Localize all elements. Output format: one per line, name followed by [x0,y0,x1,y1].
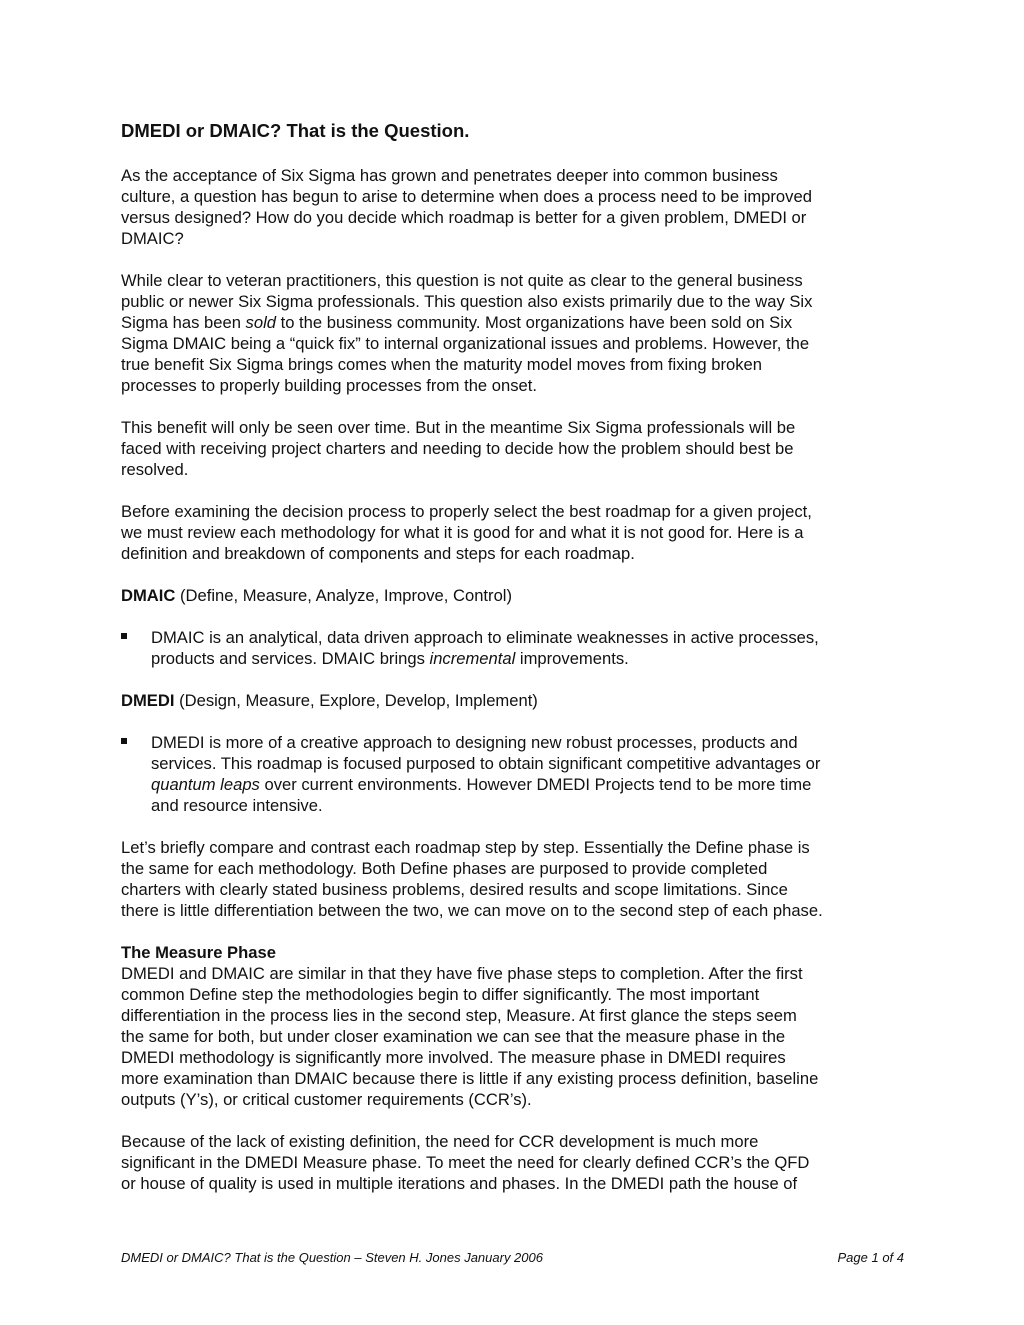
text-line [121,312,921,333]
emphasis-quantum-leaps: quantum leaps [151,775,260,794]
dmaic-bullet-list [121,627,921,669]
ccr-paragraph [121,1131,921,1194]
page-content [121,118,921,1215]
intro-paragraph [121,165,921,249]
text-line [151,774,921,795]
text-line: faced with receiving project charters and needing to decide how the problem should best be [121,439,794,458]
text-run: over current environments. However DMEDI Projects tend to be more time [259,775,812,794]
list-item [121,627,921,669]
text-run: improvements. [515,649,629,668]
text-line: definition and breakdown of components and steps for each roadmap. [121,544,635,563]
text-line: and resource intensive. [151,796,323,815]
text-line: This benefit will only be seen over time. But in the meantime Six Sigma professionals will be [121,418,796,437]
text-line: resolved. [121,460,189,479]
dmaic-expansion: (Define, Measure, Analyze, Improve, Control) [175,586,513,605]
dmedi-expansion: (Design, Measure, Explore, Develop, Implement) [174,691,538,710]
dmedi-term: DMEDI [121,691,175,710]
practitioners-paragraph [121,270,921,396]
dmaic-definition-heading [121,585,921,606]
text-line: charters with clearly stated business problems, desired results and scope limitations. Since [121,880,788,899]
dmedi-definition-heading [121,690,921,711]
list-item [121,732,921,816]
text-line [151,648,921,669]
measure-phase-section [121,942,921,1110]
text-line: Sigma DMAIC being a “quick fix” to internal organizational issues and problems. However, the [121,334,810,353]
benefit-paragraph [121,417,921,480]
text-line: While clear to veteran practitioners, this question is not quite as clear to the general business [121,271,803,290]
text-line: DMEDI is more of a creative approach to designing new robust processes, products and [151,733,798,752]
text-run: products and services. DMAIC brings [151,649,430,668]
text-line: outputs (Y’s), or critical customer requirements (CCR’s). [121,1090,532,1109]
compare-paragraph [121,837,921,921]
text-line: DMEDI and DMAIC are similar in that they have five phase steps to completion. After the first [121,964,803,983]
dmedi-bullet-list [121,732,921,816]
text-line: Because of the lack of existing definition, the need for CCR development is much more [121,1132,759,1151]
text-line: DMAIC? [121,229,184,248]
text-line: significant in the DMEDI Measure phase. To meet the need for clearly defined CCR’s the QFD [121,1153,810,1172]
text-line: services. This roadmap is focused purposed to obtain significant competitive advantages or [151,754,821,773]
text-run: Sigma has been [121,313,246,332]
page-footer [121,1249,904,1267]
document-title: DMEDI or DMAIC? That is the Question. [121,120,470,141]
text-line: DMAIC is an analytical, data driven approach to eliminate weaknesses in active processes, [151,628,819,647]
text-line: differentiation in the process lies in the second step, Measure. At first glance the steps seem [121,1006,797,1025]
text-run: to the business community. Most organizations have been sold on Six [276,313,793,332]
text-line: Before examining the decision process to properly select the best roadmap for a given project, [121,502,812,521]
examining-paragraph [121,501,921,564]
footer-page-number: Page 1 of 4 [837,1250,904,1265]
emphasis-incremental: incremental [429,649,516,668]
text-line: common Define step the methodologies begin to differ significantly. The most important [121,985,760,1004]
text-line: true benefit Six Sigma brings comes when the maturity model moves from fixing broken [121,355,762,374]
measure-phase-heading: The Measure Phase [121,943,276,962]
square-bullet-icon [121,738,127,744]
text-line: Let’s briefly compare and contrast each roadmap step by step. Essentially the Define phase is [121,838,810,857]
dmaic-term: DMAIC [121,586,176,605]
text-line: versus designed? How do you decide which roadmap is better for a given problem, DMEDI or [121,208,807,227]
text-line: more examination than DMAIC because there is little if any existing process definition, baseline [121,1069,819,1088]
square-bullet-icon [121,633,127,639]
text-line: culture, a question has begun to arise to determine when does a process need to be improved [121,187,812,206]
text-line: there is little differentiation between the two, we can move on to the second step of each phase. [121,901,823,920]
text-line: DMEDI methodology is significantly more involved. The measure phase in DMEDI requires [121,1048,786,1067]
text-line: or house of quality is used in multiple iterations and phases. In the DMEDI path the house of [121,1174,798,1193]
text-line: public or newer Six Sigma professionals. This question also exists primarily due to the way Six [121,292,813,311]
text-line: the same for both, but under closer examination we can see that the measure phase in the [121,1027,786,1046]
text-line: processes to properly building processes from the onset. [121,376,537,395]
text-line: we must review each methodology for what it is good for and what it is not good for. Here is a [121,523,804,542]
text-line: the same for each methodology. Both Define phases are purposed to provide completed [121,859,768,878]
emphasis-sold: sold [245,313,276,332]
text-line: As the acceptance of Six Sigma has grown and penetrates deeper into common business [121,166,778,185]
footer-document-info: DMEDI or DMAIC? That is the Question – Steven H. Jones January 2006 [121,1250,543,1265]
